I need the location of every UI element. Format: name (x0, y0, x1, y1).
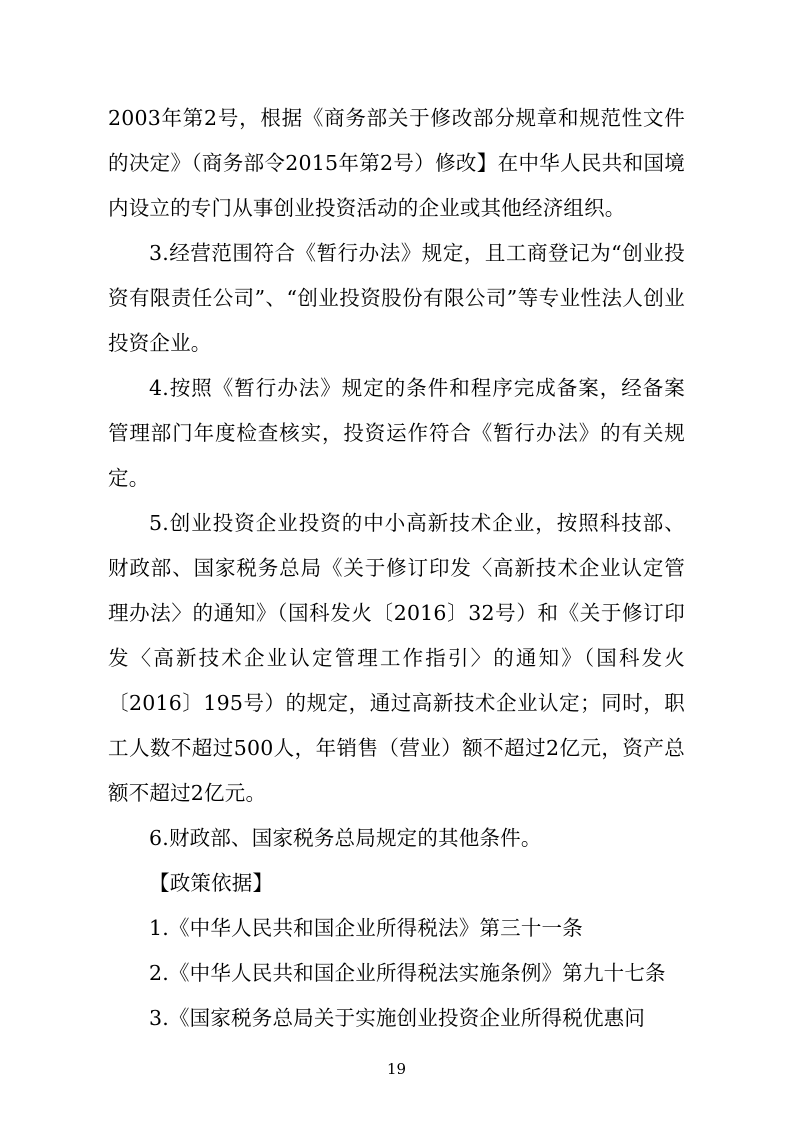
paragraph-item-3: 3.经营范围符合《暂行办法》规定，且工商登记为“创业投资有限责任公司”、“创业投资股份有限公司”等专业性法人创业投资企业。 (108, 241, 685, 355)
paragraph-continuation: 2003年第2号，根据《商务部关于修改部分规章和规范性文件的决定》（商务部令2015年第2号）修改】在中华人民共和国境内设立的专门从事创业投资活动的企业或其他经济组织。 (108, 106, 685, 220)
paragraph-item-4: 4.按照《暂行办法》规定的条件和程序完成备案，经备案管理部门年度检查核实，投资运作符合《暂行办法》的有关规定。 (108, 376, 685, 490)
document-body (108, 96, 685, 1041)
paragraph-policy-heading: 【政策依据】 (149, 871, 274, 895)
paragraph-policy-1: 1.《中华人民共和国企业所得税法》第三十一条 (149, 916, 583, 940)
paragraph-item-5: 5.创业投资企业投资的中小高新技术企业，按照科技部、财政部、国家税务总局《关于修订印发〈高新技术企业认定管理办法〉的通知》（国科发火〔2016〕32号）和《关于修订印发〈高新技术企业认定管理工作指引〉的通知》（国科发火〔2016〕195号）的规定，通过高新技术企业认定；同时，职工人数不超过500人，年销售（营业）额不超过2亿元，资产总额不超过2亿元。 (108, 511, 685, 805)
paragraph-item-6: 6.财政部、国家税务总局规定的其他条件。 (149, 826, 542, 850)
paragraph-policy-3: 3.《国家税务总局关于实施创业投资企业所得税优惠问 (149, 1006, 646, 1030)
page-number: 19 (386, 1060, 407, 1078)
paragraph-policy-2: 2.《中华人民共和国企业所得税法实施条例》第九十七条 (149, 961, 666, 985)
